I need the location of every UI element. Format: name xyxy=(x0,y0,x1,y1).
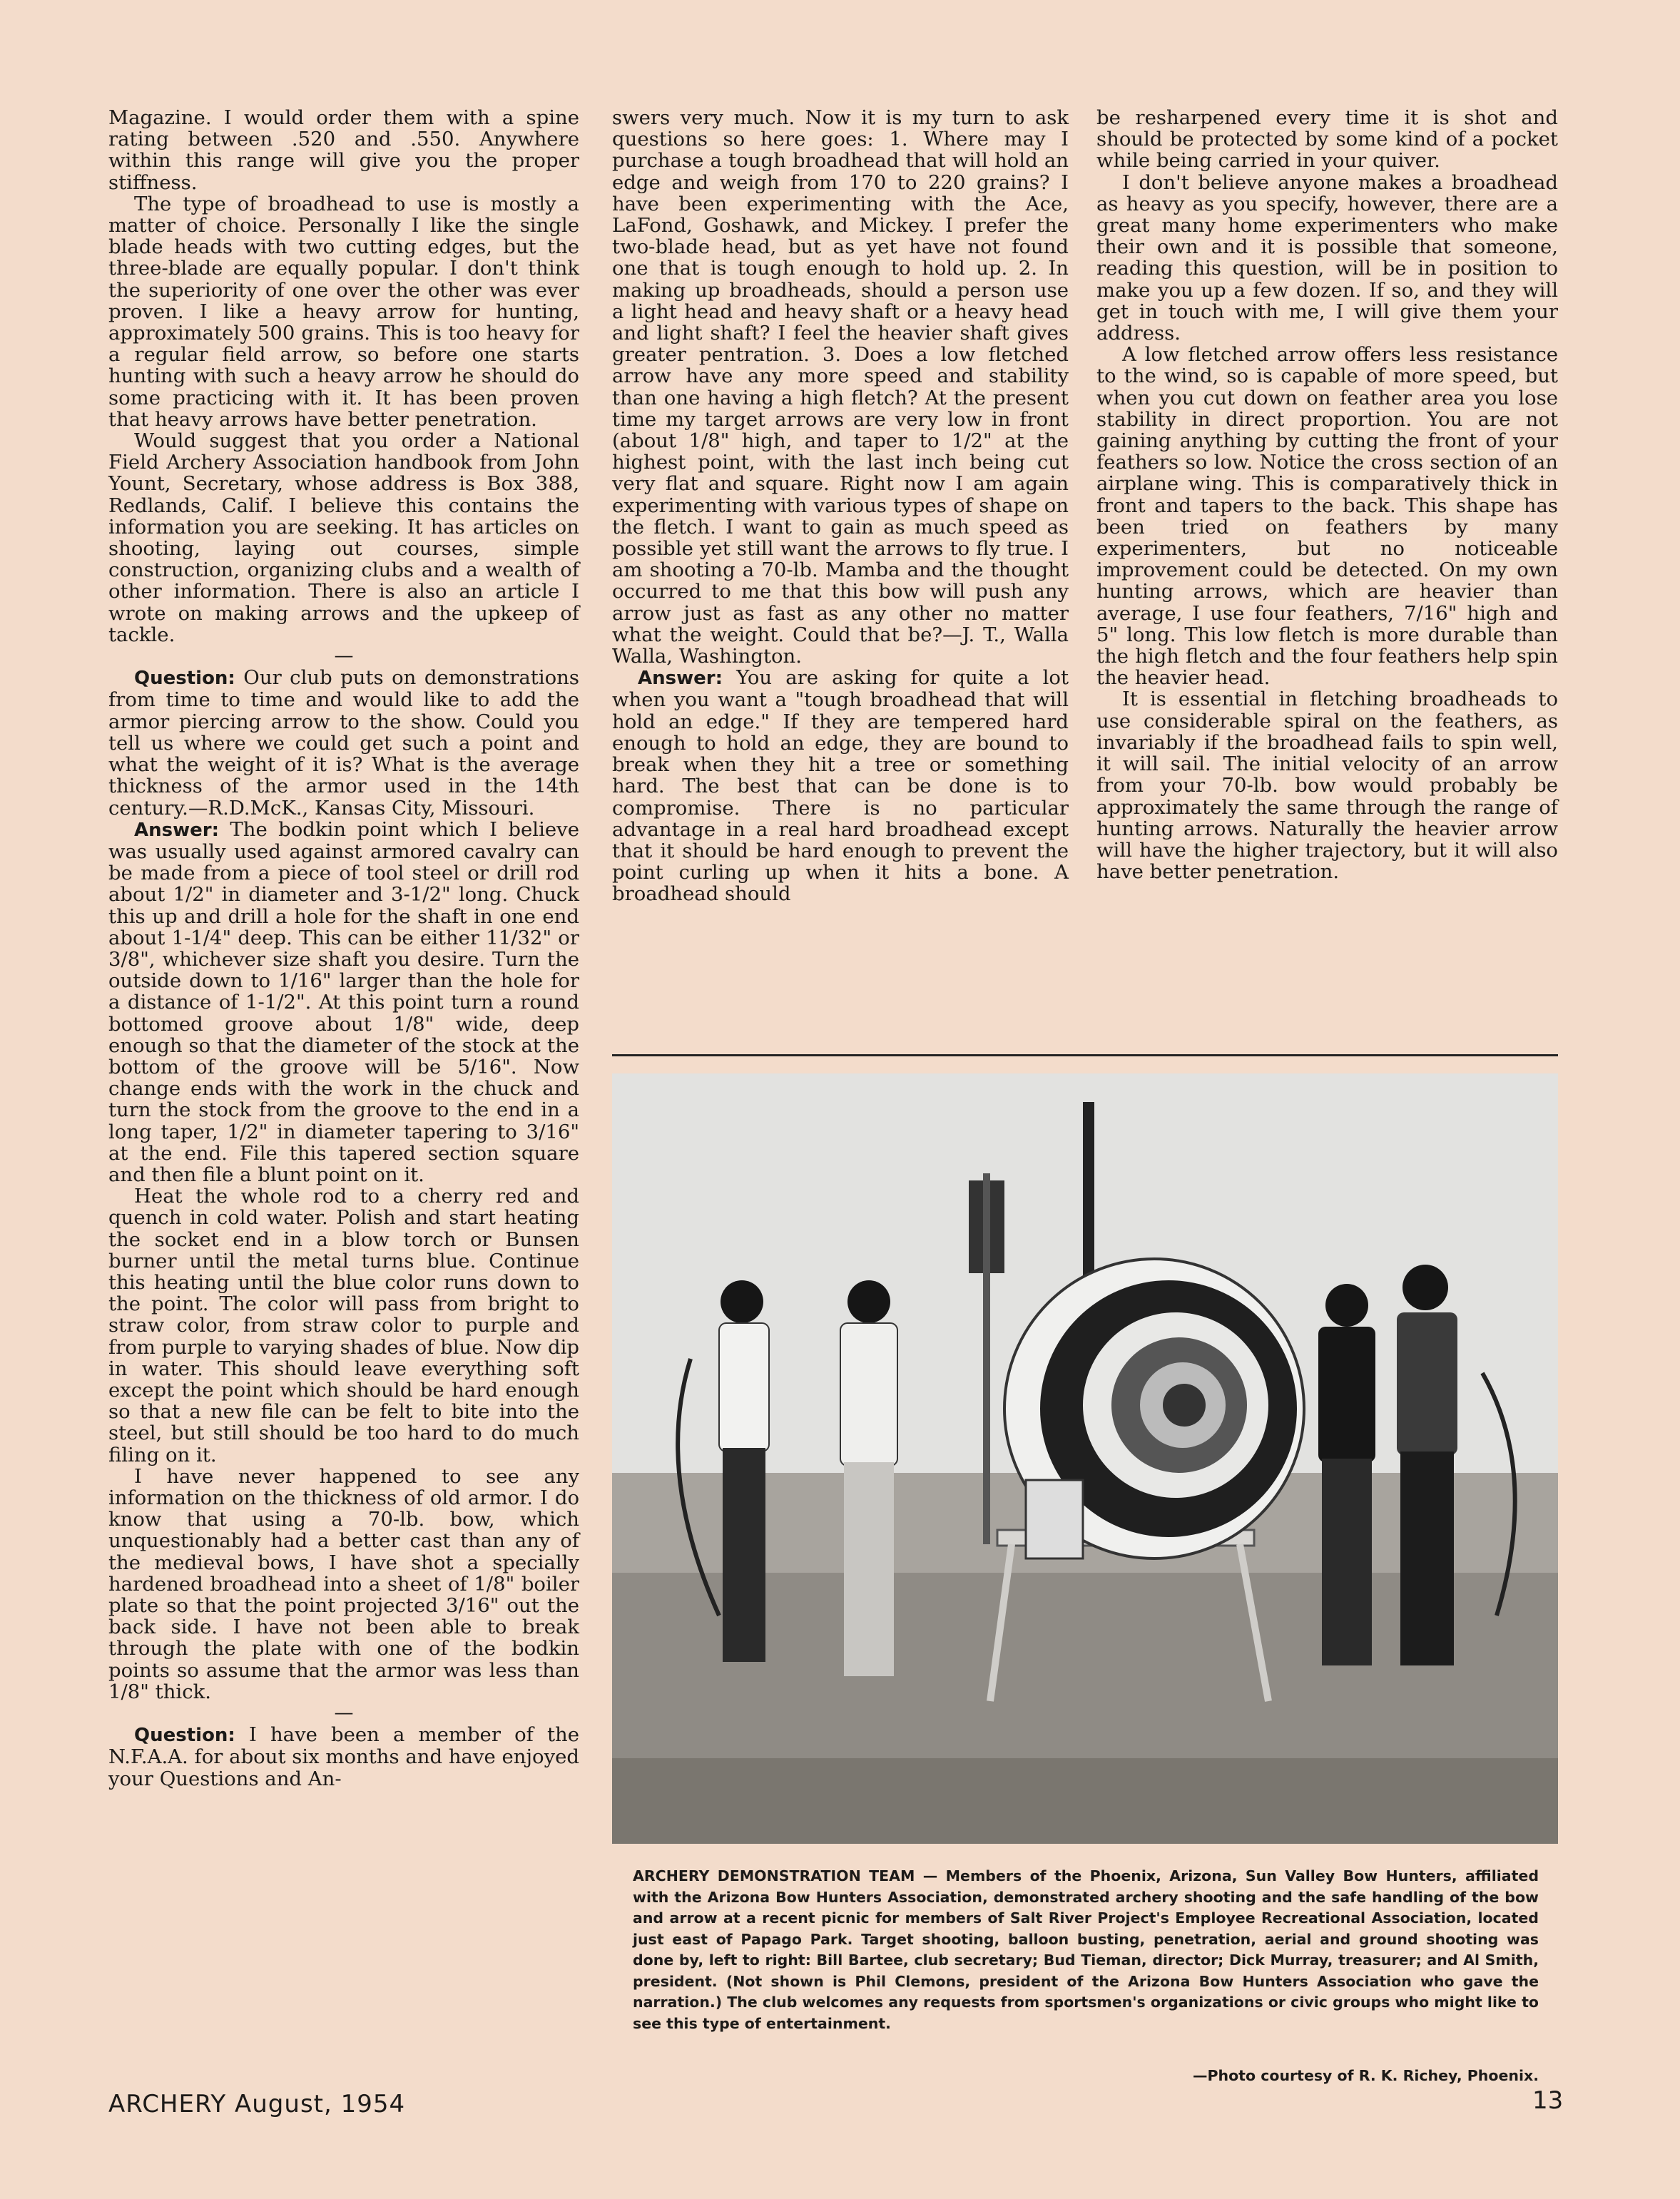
photo-illustration xyxy=(612,1073,1558,1844)
answer-label: Answer: xyxy=(638,668,723,690)
publication-footer: ARCHERY August, 1954 xyxy=(108,2090,406,2118)
archery-team-photo xyxy=(612,1073,1558,1844)
horizontal-rule xyxy=(612,1054,1558,1056)
question-paragraph xyxy=(108,1724,579,1790)
answer-label: Answer: xyxy=(134,819,219,841)
section-divider: — xyxy=(334,645,354,668)
question-text: Our club puts on demonstrations from time to time and would like to add the armor piercing arrow to the show. Could you tell us where we could get such a point and what the weight of it is? What is the average thickness of the armor used in the 14th century.—R.D.McK., Kansas City, Missouri. xyxy=(108,666,579,820)
paragraph: The type of broadhead to use is mostly a matter of choice. Personally I like the single blade heads with two cutting edges, but the three-blade are equally popular. I don't think the superiority of one over the other was ever proven. I like a heavy arrow for hunting, approximately 500 grains. This is too heavy for a regular field arrow, so before one starts hunting with such a heavy arrow he should do some practicing with it. It has been proven that heavy arrows have better penetration. xyxy=(108,192,579,431)
question-text: I have been a member of the N.F.A.A. for about six months and have enjoyed your Questions and An- xyxy=(108,1723,579,1790)
paragraph: It is essential in fletching broadheads to use considerable spiral on the feathers, as invariably if the broadhead fails to spin well, it will sail. The initial velocity of an arrow from your 70-lb. bow would probably be approximately the same through the range of hunting arrows. Naturally the heavier arrow will have the higher trajectory, but it will also have better penetration. xyxy=(1096,688,1558,884)
question-label: Question: xyxy=(134,1725,235,1747)
column-right xyxy=(1096,107,1558,882)
paragraph: Heat the whole rod to a cherry red and quench in cold water. Polish and start heating the socket end in a blow torch or Bunsen burner until the metal turns blue. Continue this heating until the blue color runs down to the point. The color will pass from bright to straw color, from straw color to purple and from purple to varying shades of blue. Now dip in water. This should leave everything soft except the point which should be hard enough so that a new file can be felt to bite into the steel, but still should be too hard to do much filing on it. xyxy=(108,1185,579,1466)
section-divider: — xyxy=(334,1702,354,1725)
paragraph: A low fletched arrow offers less resistance to the wind, so is capable of more speed, but when you cut down on feather area you lose stability in direct proportion. You are not gaining anything by cutting the front of your feathers so low. Notice the cross section of an airplane wing. This is comparatively thick in front and tapers to the back. This shape has been tried on feathers by many experimenters, but no noticeable improvement could be detected. On my own hunting arrows, which are heavier than average, I use four feathers, 7/16" high and 5" long. This low fletch is more durable than the high fletch and the four feathers help spin the heavier head. xyxy=(1096,343,1558,690)
answer-text: The bodkin point which I believe was usually used against armored cavalry can be made from a piece of tool steel or drill rod about 1/2" in diameter and 3-1/2" long. Chuck this up and drill a hole for the shaft in one end about 1-1/4" deep. This can be either 11/32" or 3/8", whichever size shaft you desire. Turn the outside down to 1/16" larger than the hole for a distance of 1-1/2". At this point turn a round bottomed groove about 1/8" wide, deep enough so that the diameter of the stock at the bottom of the groove will be 5/16". Now change ends with the work in the chuck and turn the stock from the groove to the end in a long taper, 1/2" in diameter tapering to 3/16" at the end. File this tapered section square and then file a blunt point on it. xyxy=(108,817,579,1186)
column-left xyxy=(108,107,579,1790)
answer-paragraph xyxy=(612,667,1069,904)
page-number: 13 xyxy=(1532,2086,1564,2115)
question-paragraph xyxy=(108,667,579,818)
answer-text: You are asking for quite a lot when you want a "tough broadhead that will hold an edge." If they are tempered hard enough to hold an edge, they are bound to break when they hit a tree or something hard. The best that can be done is to compromise. There is no particular advantage in a real hard broadhead except that it should be hard enough to prevent the point curling up when it hits a bone. A broadhead should xyxy=(612,666,1069,906)
paragraph: be resharpened every time it is shot and should be protected by some kind of a pocket while being carried in your quiver. xyxy=(1096,106,1558,173)
answer-paragraph xyxy=(108,819,579,1185)
paragraph: Would suggest that you order a National Field Archery Association handbook from John Yount, Secretary, whose address is Box 388, Redlands, Calif. I believe this contains the information you are seeking. It has articles on shooting, laying out courses, simple construction, organizing clubs and a wealth of other information. There is also an article I wrote on making arrows and the upkeep of tackle. xyxy=(108,429,579,646)
paragraph: I don't believe anyone makes a broadhead as heavy as you specify, however, there are a great many home experimenters who make their own and it is possible that someone, reading this question, will be in position to make you up a few dozen. If so, and they will get in touch with me, I will give them your address. xyxy=(1096,170,1558,345)
photo-caption: ARCHERY DEMONSTRATION TEAM — Members of the Phoenix, Arizona, Sun Valley Bow Hunters, affiliated with the Arizona Bow Hunters Association, demonstrated archery shooting and the safe handling of the bow and arrow at a recent picnic for members of Salt River Project's Employee Recreational Association, located just east of Papago Park. Target shooting, balloon busting, penetration, aerial and ground shooting was done by, left to right: Bill Bartee, club secretary; Bud Tieman, director; Dick Murray, treasurer; and Al Smith, president. (Not shown is Phil Clemons, president of the Arizona Bow Hunters Association who gave the narration.) The club welcomes any requests from sportsmen's organizations or civic groups who might like to see this type of entertainment. xyxy=(633,1867,1539,2032)
paragraph: Magazine. I would order them with a spine rating between .520 and .550. Anywhere within this range will give you the proper stiffness. xyxy=(108,106,579,194)
photo-credit: —Photo courtesy of R. K. Richey, Phoenix. xyxy=(1192,2067,1539,2084)
question-label: Question: xyxy=(134,668,235,690)
column-middle xyxy=(612,107,1069,905)
paragraph: swers very much. Now it is my turn to ask questions so here goes: 1. Where may I purchase a tough broadhead that will hold an edge and weigh from 170 to 220 grains? I have been experimenting with the Ace, LaFond, Goshawk, and Mickey. I prefer the two-blade head, but as yet have not found one that is tough enough to hold up. 2. In making up broadheads, should a person use a light head and heavy shaft or a heavy head and light shaft? I feel the heavier shaft gives greater pentration. 3. Does a low fletched arrow have any more speed and stability than one having a high fletch? At the present time my target arrows are very low in front (about 1/8" high, and taper to 1/2" at the highest point, with the last inch being cut very flat and square. Right now I am again experimenting with various types of shape on the fletch. I want to gain as much speed as possible yet still want the arrows to fly true. I am shooting a 70-lb. Mamba and the thought occurred to me that this bow will push any arrow just as fast as any other no matter what the weight. Could that be?—J. T., Walla Walla, Washington. xyxy=(612,106,1069,668)
paragraph: I have never happened to see any information on the thickness of old armor. I do know that using a 70-lb. bow, which unquestionably had a better cast than any of the medieval bows, I have shot a specially hardened broadhead into a sheet of 1/8" boiler plate so that the point projected 3/16" out the back side. I have not been able to break through the plate with one of the bodkin points so assume that the armor was less than 1/8" thick. xyxy=(108,1464,579,1703)
